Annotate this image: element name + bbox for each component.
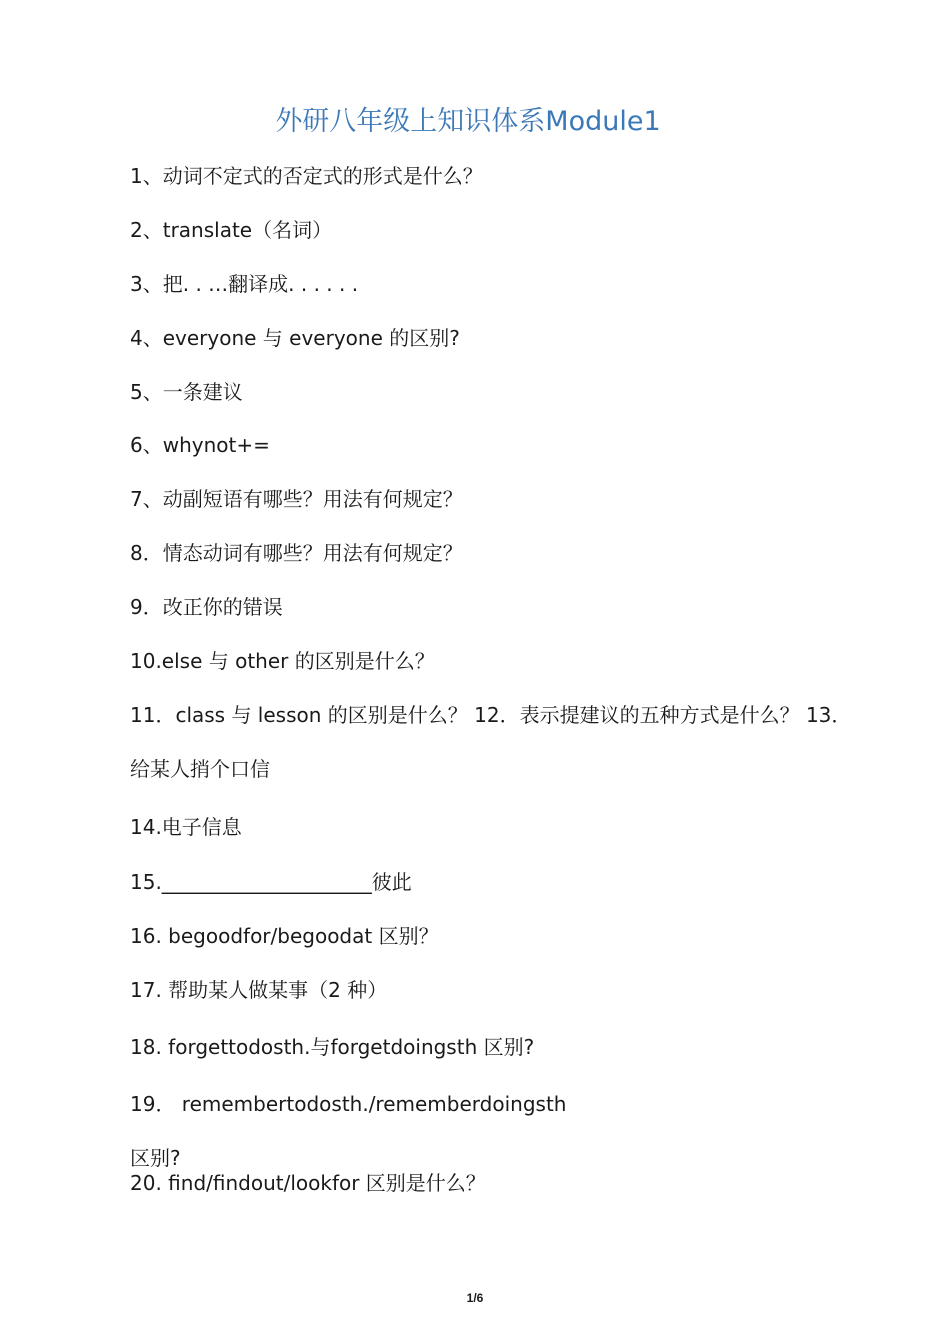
question-line-8: 8．情态动词有哪些？用法有何规定？ xyxy=(130,541,463,565)
question-line-1: 1、动词不定式的否定式的形式是什么？ xyxy=(130,164,483,188)
document-title: 外研八年级上知识体系Module1 xyxy=(275,106,661,137)
question-line-20: 20. find/findout/lookfor 区别是什么？ xyxy=(130,1171,486,1195)
question-line-9: 9．改正你的错误 xyxy=(130,595,283,619)
question-line-15: 16. begoodfor/begoodat 区别？ xyxy=(130,924,439,948)
question-line-13: 14.电子信息 xyxy=(130,815,242,839)
question-line-3: 3、把. . …翻译成. . . . . . xyxy=(130,272,359,296)
question-line-7: 7、动副短语有哪些？用法有何规定？ xyxy=(130,487,463,511)
question-line-6: 6、whynot+= xyxy=(130,433,270,457)
question-line-16: 17. 帮助某人做某事（2 种） xyxy=(130,978,388,1002)
question-line-18: 19． remembertodosth./rememberdoingsth xyxy=(130,1092,567,1116)
question-line-2: 2、translate（名词） xyxy=(130,218,333,242)
question-line-5: 5、一条建议 xyxy=(130,380,243,404)
question-line-19: 区别? xyxy=(130,1146,181,1170)
question-line-4: 4、everyone 与 everyone 的区别? xyxy=(130,326,460,350)
question-line-14: 15._____________________彼此 xyxy=(130,870,412,894)
question-line-17: 18. forgettodosth.与forgetdoingsth 区别? xyxy=(130,1035,535,1059)
page-number: 1/6 xyxy=(466,1291,484,1305)
question-line-11: 11．class 与 lesson 的区别是什么？ 12．表示提建议的五种方式是什么？ 13． xyxy=(130,703,852,727)
question-line-12: 给某人捎个口信 xyxy=(130,757,270,781)
question-line-10: 10.else 与 other 的区别是什么？ xyxy=(130,649,435,673)
